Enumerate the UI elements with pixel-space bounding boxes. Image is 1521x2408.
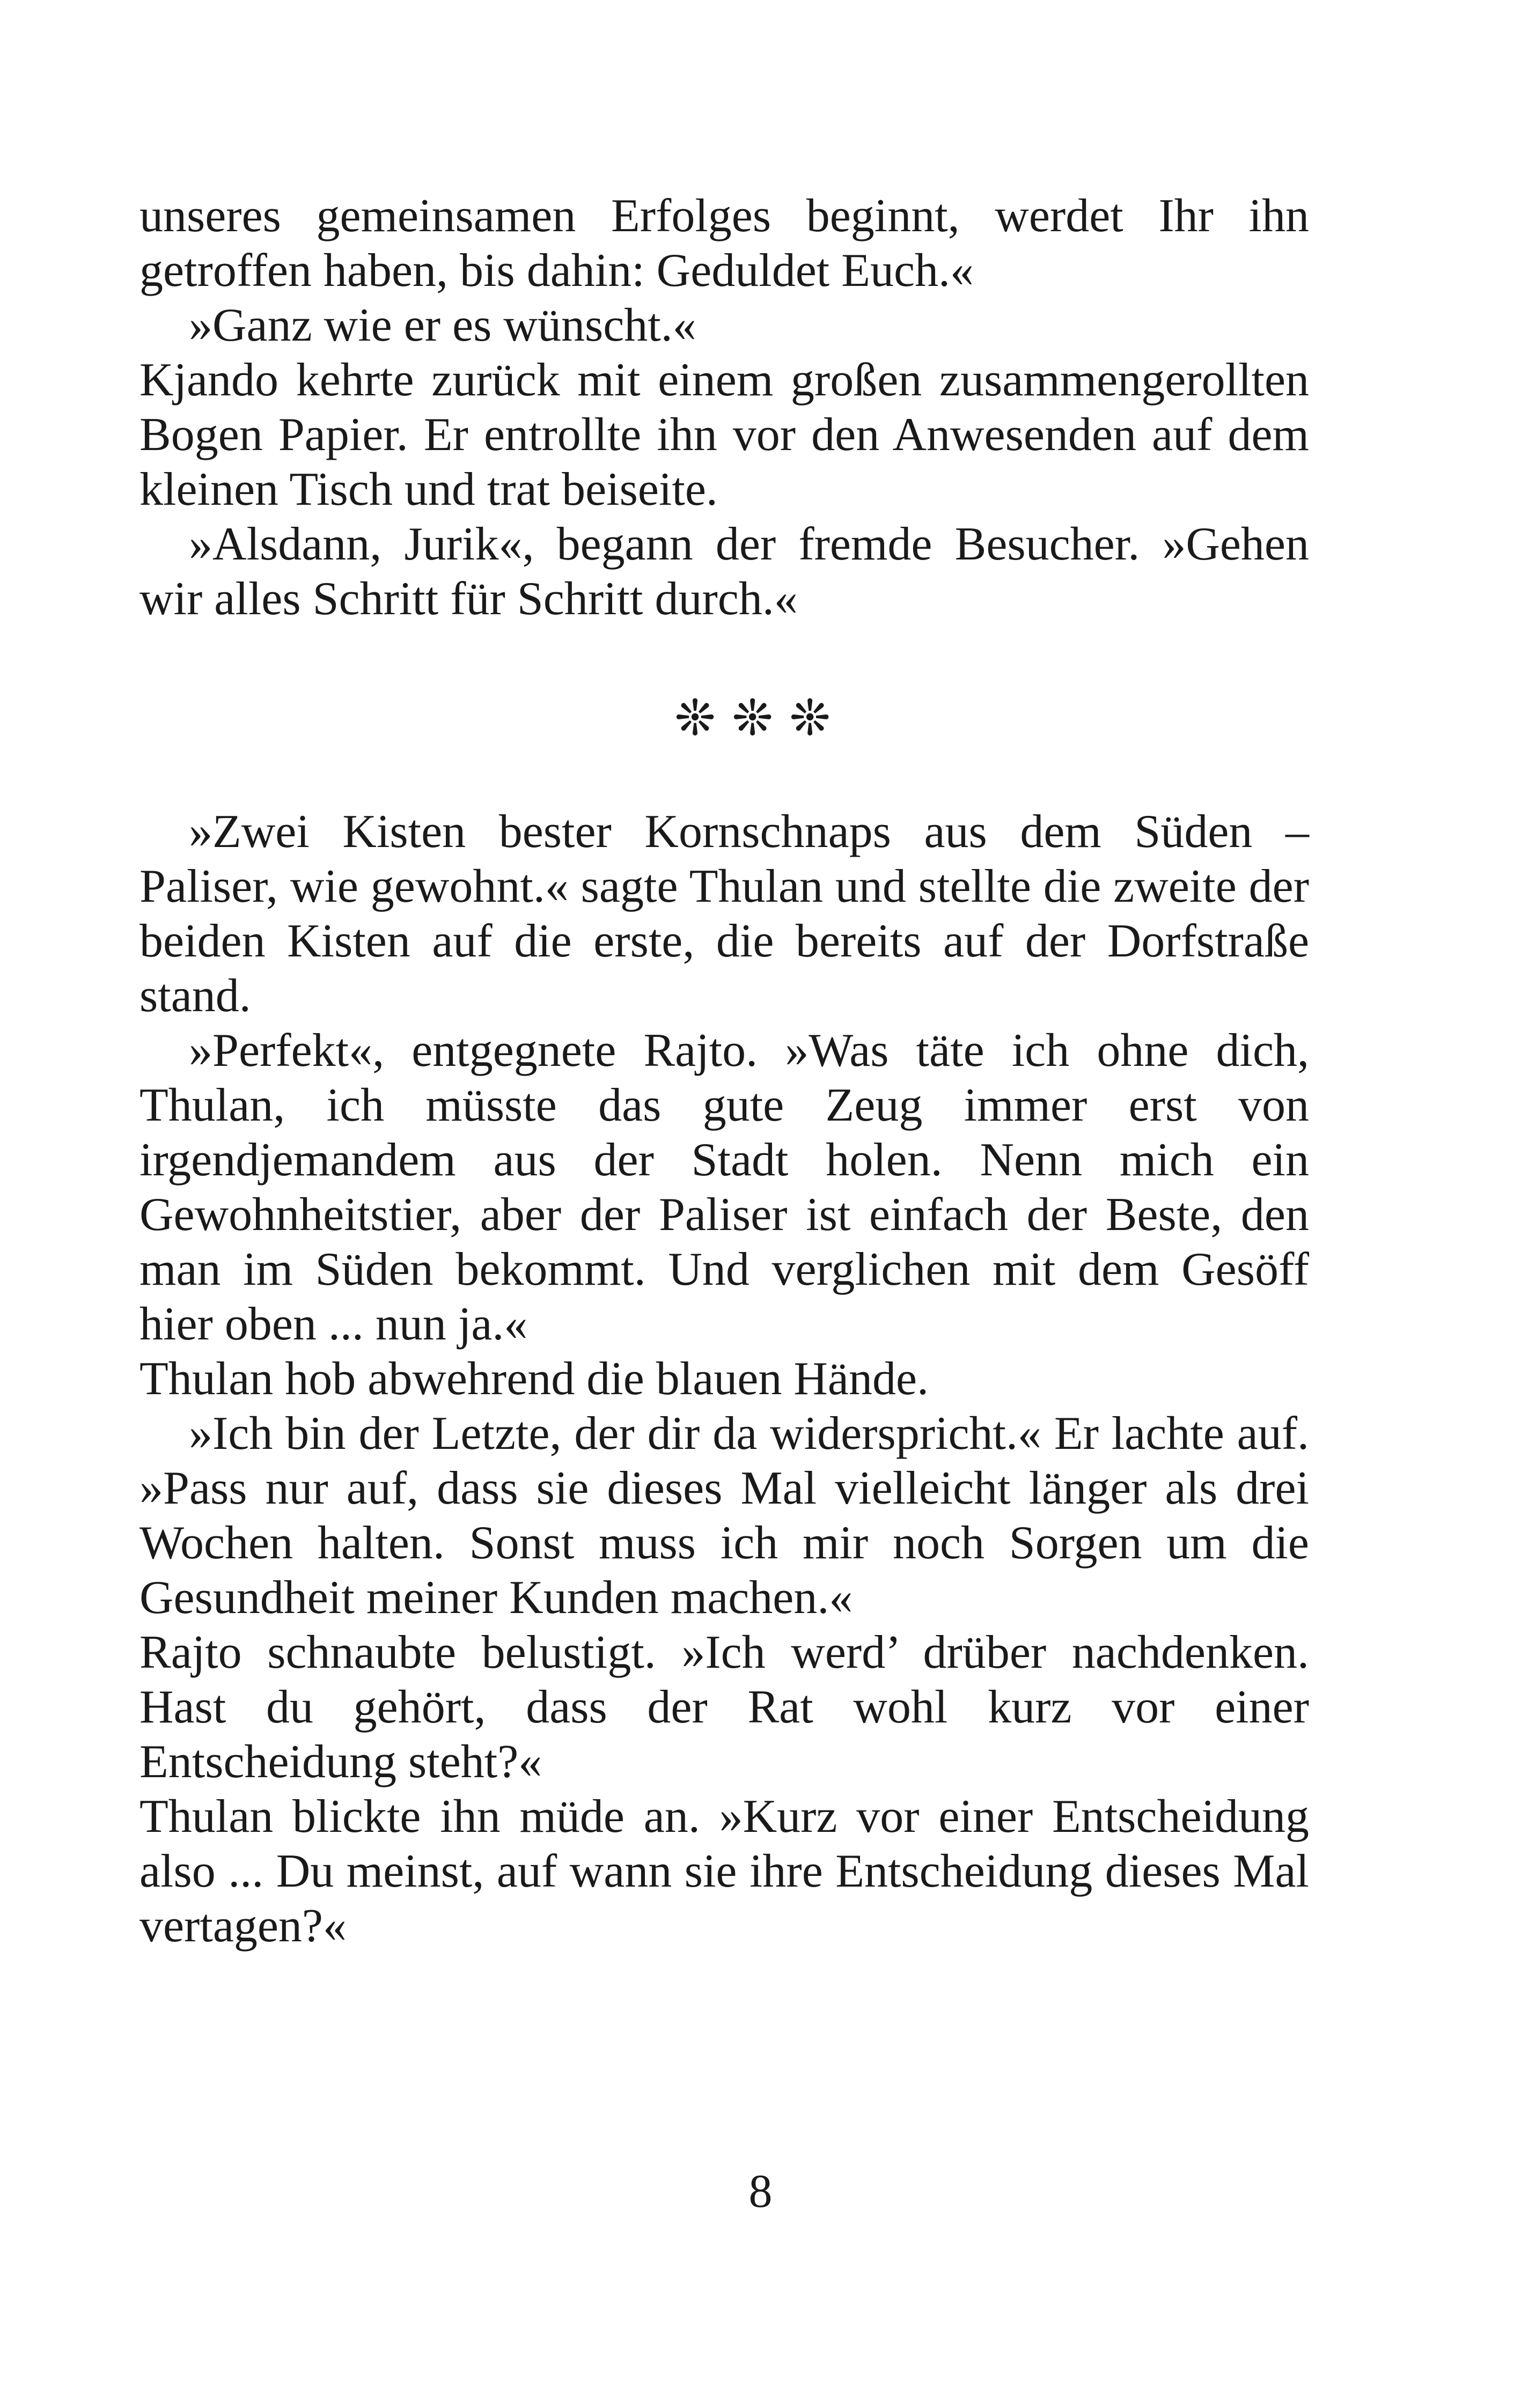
paragraph: Thulan hob abwehrend die blauen Hände. (139, 1353, 929, 1405)
paragraph: »Zwei Kisten bester Kornschnaps aus dem Süden – Paliser, wie gewohnt.« sagte Thulan und stellte die zweite der beiden Kisten auf die erste, die bereits auf der Dorfstraße stand. (139, 806, 1309, 1022)
page-number: 8 (748, 2166, 773, 2218)
paragraph: Thulan blickte ihn müde an. »Kurz vor einer Entscheidung also ... Du meinst, auf wann sie ihre Entscheidung dieses Mal vertagen?« (139, 1791, 1309, 1952)
text-section-top (139, 189, 1309, 627)
paragraph: »Ich bin der Letzte, der dir da widerspricht.« Er lachte auf. »Pass nur auf, dass sie dieses Mal vielleicht länger als drei Wochen halten. Sonst muss ich mir noch Sorgen um die Gesundheit meiner Kunden machen.« (139, 1408, 1309, 1624)
paragraph: Kjando kehrte zurück mit einem großen zusammengerollten Bogen Papier. Er entrollte ihn vor den Anwesenden auf dem kleinen Tisch und trat beiseite. (139, 354, 1309, 516)
paragraph: »Ganz wie er es wünscht.« (189, 299, 696, 351)
section-separator: ❊❊❊ (674, 689, 847, 747)
paragraph: Rajto schnaubte belustigt. »Ich werd’ drüber nachdenken. Hast du gehört, dass der Rat wohl kurz vor einer Entscheidung steht?« (139, 1626, 1309, 1788)
text-section-bottom (139, 805, 1309, 1954)
paragraph: unseres gemeinsamen Erfolges beginnt, werdet Ihr ihn getroffen haben, bis dahin: Geduldet Euch.« (139, 190, 1309, 297)
paragraph: »Perfekt«, entgegnete Rajto. »Was täte ich ohne dich, Thulan, ich müsste das gute Zeug immer erst von irgendjemandem aus der Stadt holen. Nenn mich ein Gewohnheitstier, aber der Paliser ist einfach der Beste, den man im Süden bekommt. Und verglichen mit dem Gesöff hier oben ... nun ja.« (139, 1025, 1309, 1350)
paragraph: »Alsdann, Jurik«, begann der fremde Besucher. »Gehen wir alles Schritt für Schritt durch.« (139, 518, 1309, 625)
